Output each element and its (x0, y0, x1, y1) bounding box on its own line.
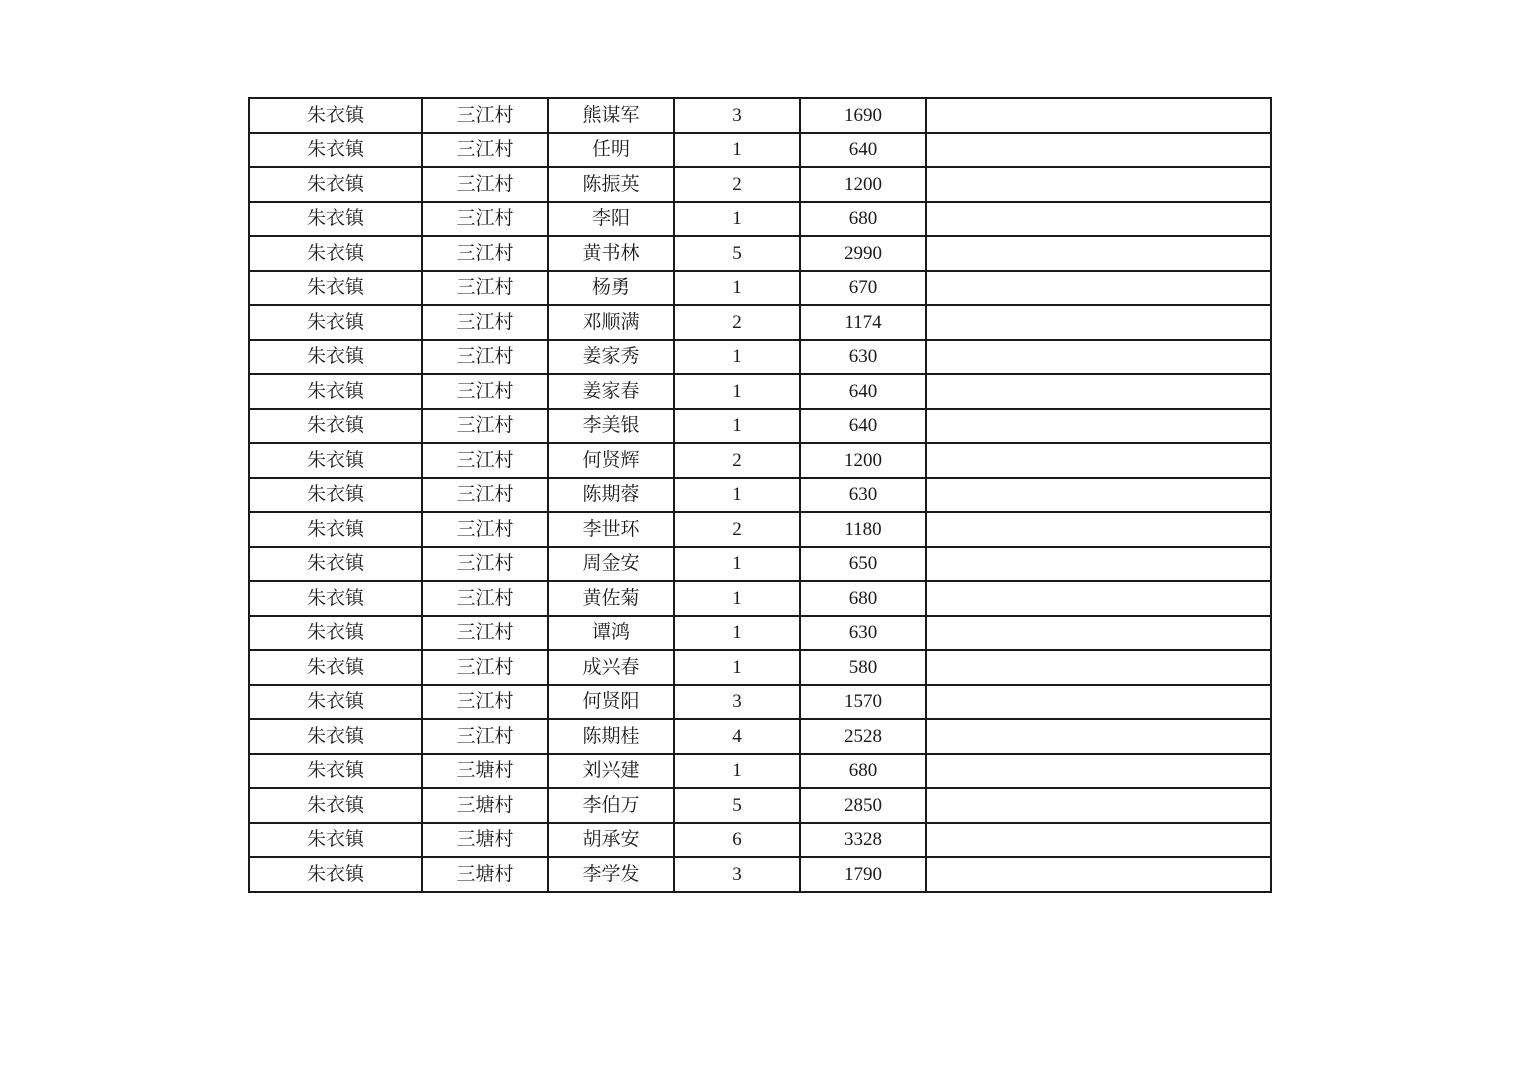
town-cell: 朱衣镇 (249, 581, 422, 616)
household-count-cell: 3 (674, 857, 800, 892)
household-count-cell: 1 (674, 478, 800, 513)
note-cell (926, 788, 1271, 823)
household-count-cell: 1 (674, 202, 800, 237)
household-count-cell: 5 (674, 236, 800, 271)
table-row (249, 650, 1271, 685)
table-row (249, 547, 1271, 582)
table-row (249, 719, 1271, 754)
household-count-cell: 1 (674, 409, 800, 444)
village-cell: 三塘村 (422, 754, 548, 789)
note-cell (926, 581, 1271, 616)
name-cell: 陈期蓉 (548, 478, 674, 513)
town-cell: 朱衣镇 (249, 616, 422, 651)
note-cell (926, 98, 1271, 133)
town-cell: 朱衣镇 (249, 133, 422, 168)
household-count-cell: 3 (674, 685, 800, 720)
note-cell (926, 512, 1271, 547)
amount-cell: 2990 (800, 236, 926, 271)
name-cell: 李阳 (548, 202, 674, 237)
table-row (249, 202, 1271, 237)
town-cell: 朱衣镇 (249, 443, 422, 478)
table-row (249, 305, 1271, 340)
note-cell (926, 547, 1271, 582)
note-cell (926, 409, 1271, 444)
village-cell: 三江村 (422, 547, 548, 582)
household-count-cell: 1 (674, 547, 800, 582)
amount-cell: 1200 (800, 443, 926, 478)
amount-cell: 650 (800, 547, 926, 582)
name-cell: 何贤阳 (548, 685, 674, 720)
name-cell: 谭鸿 (548, 616, 674, 651)
name-cell: 胡承安 (548, 823, 674, 858)
town-cell: 朱衣镇 (249, 271, 422, 306)
amount-cell: 680 (800, 581, 926, 616)
household-count-cell: 1 (674, 340, 800, 375)
household-count-cell: 1 (674, 581, 800, 616)
amount-cell: 1790 (800, 857, 926, 892)
amount-cell: 1180 (800, 512, 926, 547)
amount-cell: 580 (800, 650, 926, 685)
village-cell: 三江村 (422, 133, 548, 168)
name-cell: 李世环 (548, 512, 674, 547)
name-cell: 任明 (548, 133, 674, 168)
village-cell: 三江村 (422, 167, 548, 202)
town-cell: 朱衣镇 (249, 374, 422, 409)
village-cell: 三江村 (422, 685, 548, 720)
village-cell: 三江村 (422, 478, 548, 513)
note-cell (926, 340, 1271, 375)
note-cell (926, 443, 1271, 478)
name-cell: 何贤辉 (548, 443, 674, 478)
table-row (249, 271, 1271, 306)
household-count-cell: 2 (674, 512, 800, 547)
village-cell: 三江村 (422, 340, 548, 375)
village-cell: 三江村 (422, 374, 548, 409)
village-cell: 三江村 (422, 443, 548, 478)
village-cell: 三塘村 (422, 788, 548, 823)
household-count-cell: 1 (674, 271, 800, 306)
amount-cell: 2528 (800, 719, 926, 754)
amount-cell: 1570 (800, 685, 926, 720)
name-cell: 姜家秀 (548, 340, 674, 375)
household-count-cell: 2 (674, 167, 800, 202)
note-cell (926, 823, 1271, 858)
amount-cell: 1174 (800, 305, 926, 340)
village-cell: 三江村 (422, 305, 548, 340)
village-cell: 三江村 (422, 271, 548, 306)
amount-cell: 3328 (800, 823, 926, 858)
village-cell: 三江村 (422, 236, 548, 271)
village-cell: 三江村 (422, 650, 548, 685)
note-cell (926, 374, 1271, 409)
amount-cell: 640 (800, 409, 926, 444)
table-row (249, 374, 1271, 409)
household-count-cell: 2 (674, 443, 800, 478)
table-row (249, 167, 1271, 202)
name-cell: 陈振英 (548, 167, 674, 202)
town-cell: 朱衣镇 (249, 685, 422, 720)
table-row (249, 754, 1271, 789)
village-cell: 三江村 (422, 98, 548, 133)
table-row (249, 98, 1271, 133)
note-cell (926, 167, 1271, 202)
table-row (249, 133, 1271, 168)
name-cell: 李美银 (548, 409, 674, 444)
town-cell: 朱衣镇 (249, 650, 422, 685)
note-cell (926, 202, 1271, 237)
name-cell: 姜家春 (548, 374, 674, 409)
note-cell (926, 754, 1271, 789)
note-cell (926, 133, 1271, 168)
table-row (249, 409, 1271, 444)
name-cell: 黄书林 (548, 236, 674, 271)
town-cell: 朱衣镇 (249, 719, 422, 754)
village-cell: 三塘村 (422, 857, 548, 892)
table-row (249, 340, 1271, 375)
town-cell: 朱衣镇 (249, 754, 422, 789)
household-count-cell: 1 (674, 616, 800, 651)
name-cell: 杨勇 (548, 271, 674, 306)
note-cell (926, 857, 1271, 892)
household-count-cell: 1 (674, 374, 800, 409)
name-cell: 李伯万 (548, 788, 674, 823)
table-row (249, 823, 1271, 858)
household-count-cell: 4 (674, 719, 800, 754)
village-cell: 三江村 (422, 616, 548, 651)
town-cell: 朱衣镇 (249, 409, 422, 444)
town-cell: 朱衣镇 (249, 823, 422, 858)
note-cell (926, 650, 1271, 685)
town-cell: 朱衣镇 (249, 236, 422, 271)
amount-cell: 2850 (800, 788, 926, 823)
note-cell (926, 616, 1271, 651)
table-row (249, 685, 1271, 720)
note-cell (926, 719, 1271, 754)
name-cell: 黄佐菊 (548, 581, 674, 616)
amount-cell: 630 (800, 340, 926, 375)
name-cell: 陈期桂 (548, 719, 674, 754)
amount-cell: 640 (800, 133, 926, 168)
name-cell: 刘兴建 (548, 754, 674, 789)
town-cell: 朱衣镇 (249, 478, 422, 513)
town-cell: 朱衣镇 (249, 167, 422, 202)
note-cell (926, 271, 1271, 306)
household-count-cell: 1 (674, 650, 800, 685)
household-count-cell: 1 (674, 754, 800, 789)
name-cell: 成兴春 (548, 650, 674, 685)
household-count-cell: 6 (674, 823, 800, 858)
records-table-body (249, 98, 1271, 892)
amount-cell: 630 (800, 616, 926, 651)
table-row (249, 616, 1271, 651)
household-count-cell: 1 (674, 133, 800, 168)
table-row (249, 857, 1271, 892)
note-cell (926, 236, 1271, 271)
records-table (248, 97, 1272, 893)
name-cell: 熊谋军 (548, 98, 674, 133)
amount-cell: 1690 (800, 98, 926, 133)
amount-cell: 670 (800, 271, 926, 306)
table-row (249, 478, 1271, 513)
note-cell (926, 685, 1271, 720)
town-cell: 朱衣镇 (249, 340, 422, 375)
town-cell: 朱衣镇 (249, 547, 422, 582)
village-cell: 三江村 (422, 409, 548, 444)
table-row (249, 236, 1271, 271)
town-cell: 朱衣镇 (249, 857, 422, 892)
name-cell: 邓顺满 (548, 305, 674, 340)
name-cell: 李学发 (548, 857, 674, 892)
amount-cell: 640 (800, 374, 926, 409)
name-cell: 周金安 (548, 547, 674, 582)
note-cell (926, 305, 1271, 340)
village-cell: 三江村 (422, 512, 548, 547)
village-cell: 三江村 (422, 202, 548, 237)
amount-cell: 1200 (800, 167, 926, 202)
amount-cell: 680 (800, 202, 926, 237)
household-count-cell: 3 (674, 98, 800, 133)
village-cell: 三江村 (422, 719, 548, 754)
table-row (249, 443, 1271, 478)
town-cell: 朱衣镇 (249, 512, 422, 547)
amount-cell: 630 (800, 478, 926, 513)
household-count-cell: 2 (674, 305, 800, 340)
village-cell: 三塘村 (422, 823, 548, 858)
table-row (249, 581, 1271, 616)
table-row (249, 788, 1271, 823)
village-cell: 三江村 (422, 581, 548, 616)
table-row (249, 512, 1271, 547)
household-count-cell: 5 (674, 788, 800, 823)
town-cell: 朱衣镇 (249, 202, 422, 237)
town-cell: 朱衣镇 (249, 98, 422, 133)
town-cell: 朱衣镇 (249, 305, 422, 340)
note-cell (926, 478, 1271, 513)
amount-cell: 680 (800, 754, 926, 789)
town-cell: 朱衣镇 (249, 788, 422, 823)
